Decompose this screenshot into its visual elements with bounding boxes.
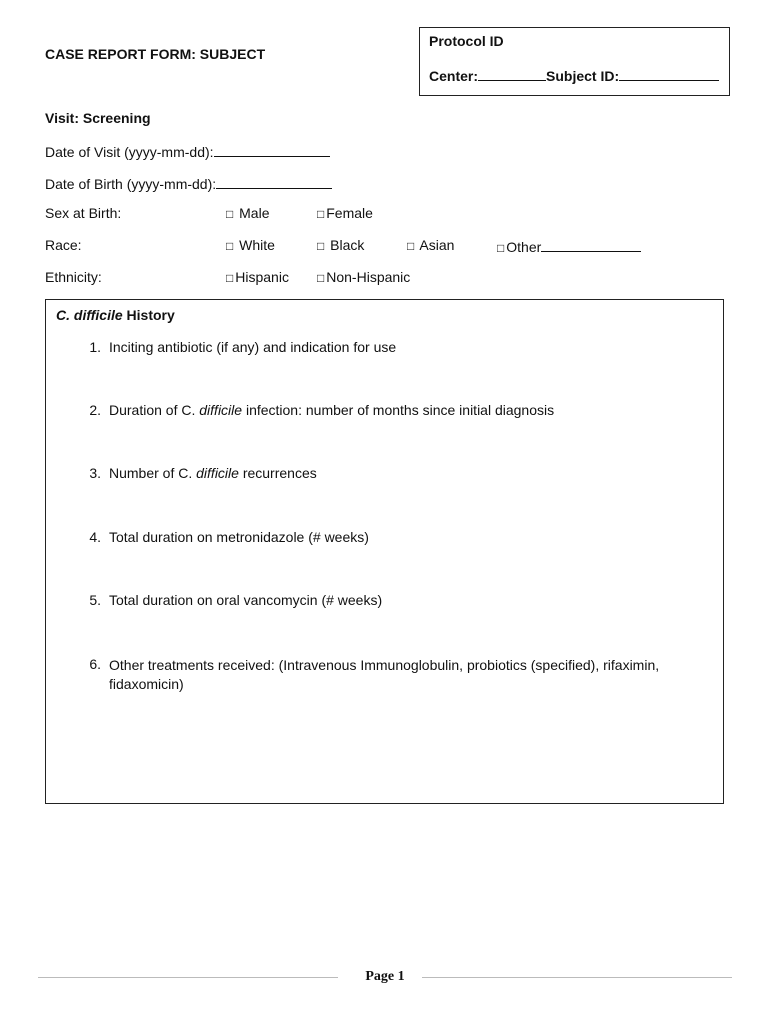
history-item-4: [77, 529, 369, 545]
item-number: 4.: [89, 529, 101, 545]
sex-option-male[interactable]: [226, 205, 270, 221]
history-item-5: [77, 592, 382, 608]
subject-id-label: Subject ID:: [546, 68, 620, 84]
checkbox-icon[interactable]: □: [317, 271, 325, 285]
center-field[interactable]: [478, 66, 546, 81]
option-label: Female: [326, 205, 373, 221]
item-number: 6.: [89, 656, 101, 672]
race-option-black[interactable]: [317, 237, 364, 253]
option-label: White: [239, 237, 275, 253]
date-of-birth-field[interactable]: [216, 174, 332, 189]
option-label: Hispanic: [235, 269, 289, 285]
item-number: 3.: [89, 465, 101, 481]
date-of-birth-label: Date of Birth (yyyy-mm-dd):: [45, 176, 217, 192]
item-text: Total duration on metronidazole (# weeks): [109, 529, 369, 545]
item-text: Inciting antibiotic (if any) and indication for use: [109, 339, 397, 355]
checkbox-icon[interactable]: □: [226, 239, 234, 253]
option-label: Black: [330, 237, 365, 253]
checkbox-icon[interactable]: □: [407, 239, 415, 253]
history-title: [56, 307, 175, 323]
ethnicity-option-hispanic[interactable]: [226, 269, 289, 285]
date-of-visit-row: [45, 142, 330, 160]
race-other-field[interactable]: [541, 237, 641, 252]
history-title-rest: History: [122, 307, 175, 323]
history-item-2: [77, 402, 554, 418]
page-number-label: Page 1: [359, 969, 410, 984]
checkbox-icon[interactable]: □: [226, 207, 234, 221]
race-option-other[interactable]: [497, 237, 641, 255]
history-item-3: [77, 465, 317, 481]
center-subject-row: [429, 66, 719, 84]
item-text: Duration of C. difficile infection: number of months since initial diagnosis: [109, 402, 555, 418]
option-label: Non-Hispanic: [326, 269, 411, 285]
item-number: 5.: [89, 592, 101, 608]
date-of-visit-label: Date of Visit (yyyy-mm-dd):: [45, 144, 214, 160]
history-item-6: [77, 656, 699, 694]
date-of-visit-field[interactable]: [214, 142, 330, 157]
sex-label: Sex at Birth:: [45, 205, 122, 221]
race-option-asian[interactable]: [407, 237, 454, 253]
date-of-birth-row: [45, 174, 332, 192]
item-text: Number of C. difficile recurrences: [109, 465, 317, 481]
item-text: Other treatments received: (Intravenous Immunoglobulin, probiotics (specified), rifaximin, fidaxomicin): [109, 657, 660, 692]
history-section: [45, 299, 724, 804]
history-item-1: [77, 339, 396, 355]
subject-id-field[interactable]: [619, 66, 719, 81]
checkbox-icon[interactable]: □: [497, 241, 505, 255]
sex-option-female[interactable]: [317, 205, 373, 221]
item-number: 1.: [89, 339, 101, 355]
form-title: CASE REPORT FORM: SUBJECT: [45, 46, 266, 62]
history-title-italic: C. difficile: [56, 307, 123, 323]
visit-heading: Visit: Screening: [45, 110, 151, 126]
ethnicity-option-non-hispanic[interactable]: [317, 269, 410, 285]
protocol-id-label: Protocol ID: [429, 33, 504, 49]
race-option-white[interactable]: [226, 237, 275, 253]
page-number: [0, 969, 770, 985]
item-text: Total duration on oral vancomycin (# weeks): [109, 592, 383, 608]
checkbox-icon[interactable]: □: [317, 239, 325, 253]
ethnicity-label: Ethnicity:: [45, 269, 102, 285]
option-label: Asian: [419, 237, 455, 253]
checkbox-icon[interactable]: □: [317, 207, 325, 221]
center-label: Center:: [429, 68, 479, 84]
race-label: Race:: [45, 237, 82, 253]
item-number: 2.: [89, 402, 101, 418]
protocol-box: [419, 27, 730, 96]
option-label: Male: [239, 205, 270, 221]
option-label: Other: [506, 239, 542, 255]
checkbox-icon[interactable]: □: [226, 271, 234, 285]
